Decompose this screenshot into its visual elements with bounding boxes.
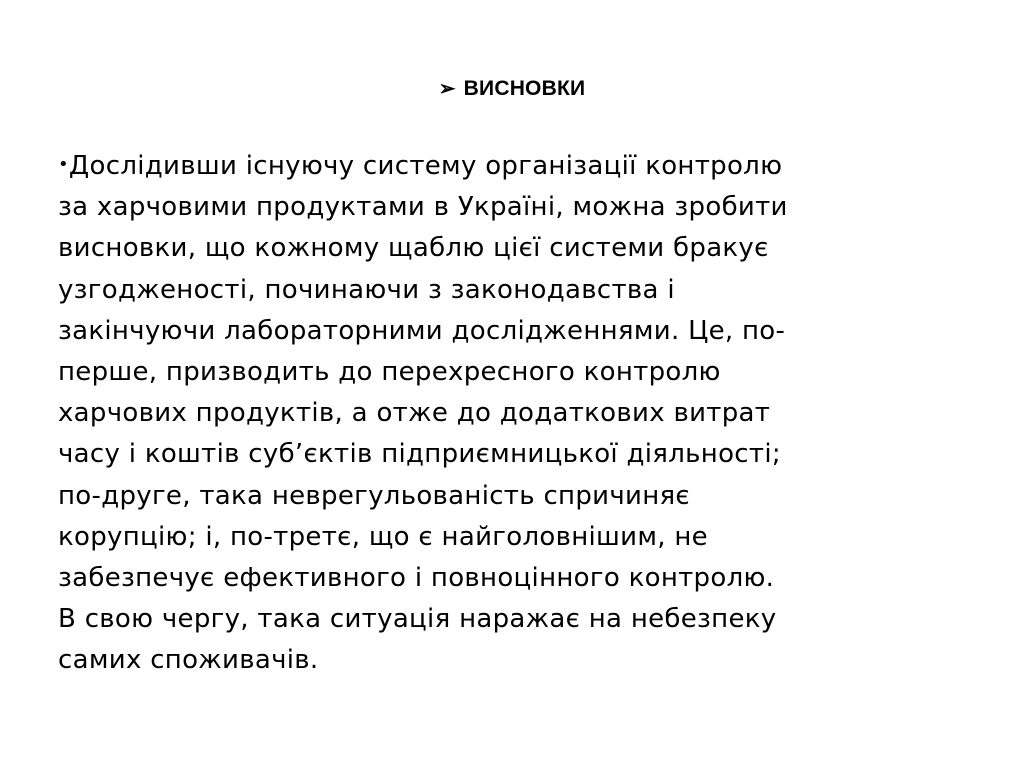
bullet-icon: • [58,154,69,175]
conclusion-paragraph [58,144,978,682]
paragraph-line: харчових продуктів, а отже до додаткових витрат [58,398,771,429]
heading-text: ВИСНОВКИ [463,77,586,100]
line-text: Дослідивши існуючу систему організації контролю [68,151,783,181]
paragraph-line: В свою чергу, така ситуація наражає на небезпеку [58,604,777,635]
paragraph-line: самих споживачів. [58,645,319,676]
paragraph-line: за харчовими продуктами в Україні, можна зробити [58,192,788,223]
paragraph-line: закінчуючи лабораторними дослідженнями. Це, по- [58,315,786,346]
paragraph-line: узгодженості, починаючи з законодавства і [58,274,675,305]
paragraph-line: перше, призводить до перехресного контролю [58,357,721,388]
paragraph-line: по-друге, така неврегульованість спричиняє [58,480,691,511]
arrow-right-bullet-icon: ➢ [438,78,456,100]
slide-heading [0,74,1024,104]
paragraph-line: корупцію; і, по-третє, що є найголовнішим, не [58,521,708,552]
paragraph-line: висновки, що кожному щаблю цієї системи бракує [58,233,769,264]
paragraph-line: забезпечує ефективного і повноцінного контролю. [58,563,775,594]
paragraph-line: часу і коштів суб’єктів підприємницької діяльності; [58,439,781,470]
paragraph-line [58,144,978,187]
